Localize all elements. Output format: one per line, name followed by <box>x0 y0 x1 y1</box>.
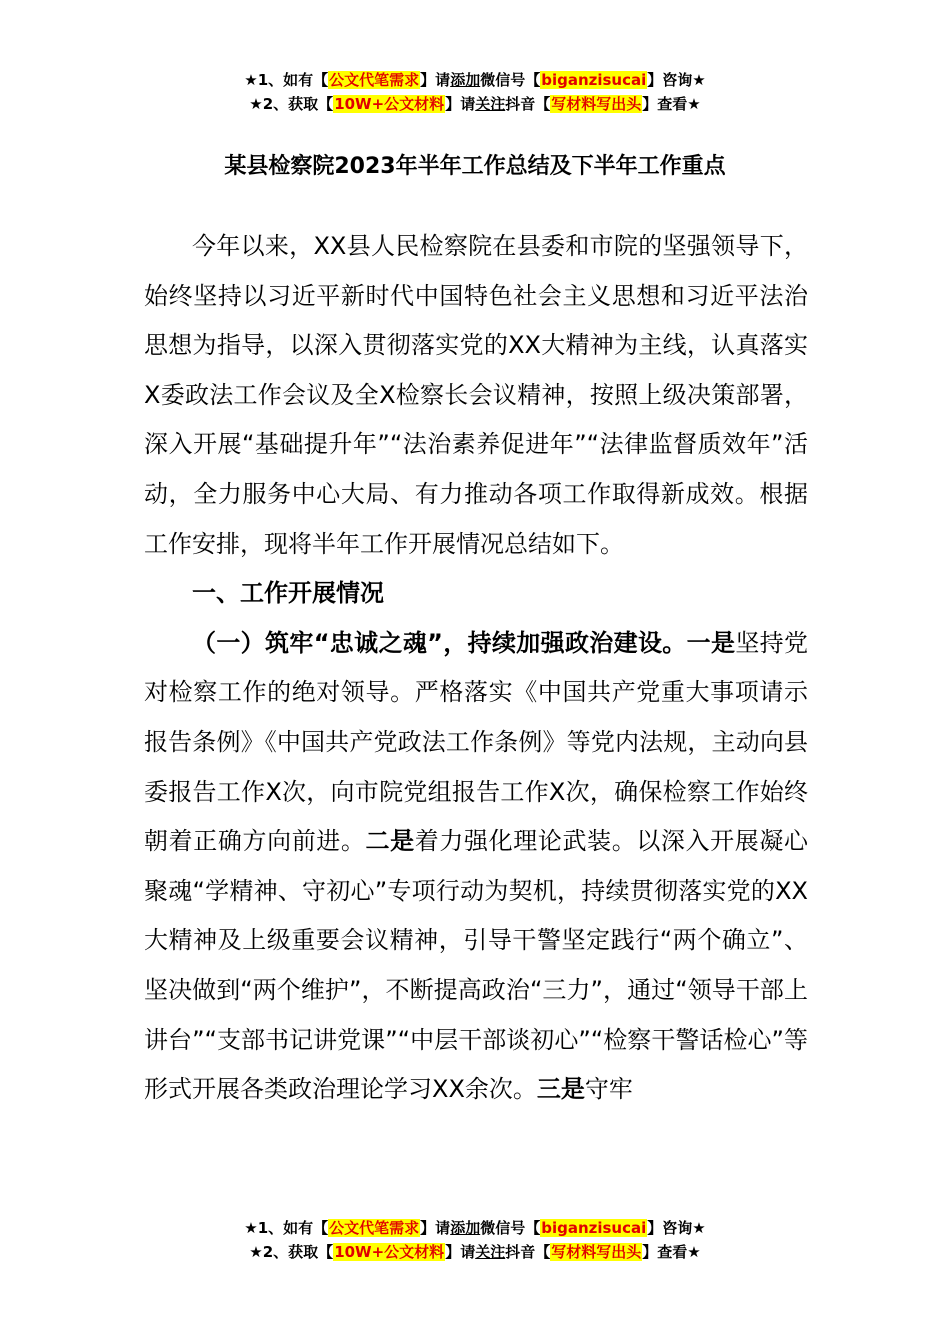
document-body <box>144 222 808 1115</box>
banner-text: ★1、如有【 <box>244 1219 329 1237</box>
top-banner <box>0 69 950 117</box>
banner-text: 抖音【 <box>505 95 551 113</box>
bottom-banner <box>0 1217 950 1265</box>
banner-text: 抖音【 <box>505 1243 551 1261</box>
highlight-service: 公文代笔需求 <box>329 71 420 89</box>
section-heading: 一、工作开展情况 <box>192 579 384 608</box>
point-text: 守牢 <box>584 1075 633 1104</box>
banner-text: 】查看★ <box>642 95 701 113</box>
banner-underlined: 添加 <box>450 1219 481 1237</box>
point-lead: 一是 <box>686 628 736 657</box>
highlight-service: 公文代笔需求 <box>329 1219 420 1237</box>
highlight-wechat-id: biganzisucai <box>541 1219 647 1237</box>
highlight-douyin: 写材料写出头 <box>551 95 642 113</box>
banner-text: ★2、获取【 <box>249 1243 334 1261</box>
banner-text: 】请 <box>420 1219 451 1237</box>
document-title: 某县检察院2023年半年工作总结及下半年工作重点 <box>224 154 726 179</box>
point-lead: 二是 <box>365 827 415 856</box>
banner-text: 微信号【 <box>480 1219 541 1237</box>
highlight-materials: 10W+公文材料 <box>334 1243 445 1261</box>
highlight-wechat-id: biganzisucai <box>541 71 647 89</box>
subsection-paragraph <box>144 619 808 1115</box>
banner-text: 】查看★ <box>642 1243 701 1261</box>
banner-line-2 <box>0 93 950 117</box>
banner-text: ★2、获取【 <box>249 95 334 113</box>
banner-text: 】咨询★ <box>647 1219 706 1237</box>
point-text: 坚持党对检察工作的绝对领导。严格落实《中国共产党重大事项请示报告条例》《中国共产党政法工作条例》等党内法规，主动向县委报告工作X次，向市院党组报告工作X次，确保检察工作始终朝着正确方向前进。 <box>144 628 809 856</box>
intro-paragraph: 今年以来，XX县人民检察院在县委和市院的坚强领导下，始终坚持以习近平新时代中国特色社会主义思想和习近平法治思想为指导，以深入贯彻落实党的XX大精神为主线，认真落实X委政法工作会议及全X检察长会议精神，按照上级决策部署，深入开展“基础提升年”“法治素养促进年”“法律监督质效年”活动，全力服务中心大局、有力推动各项工作取得新成效。根据工作安排，现将半年工作开展情况总结如下。 <box>144 232 808 558</box>
banner-line-1 <box>0 69 950 93</box>
banner-text: 微信号【 <box>480 71 541 89</box>
point-text: 着力强化理论武装。以深入开展凝心聚魂“学精神、守初心”专项行动为契机，持续贯彻落实党的XX大精神及上级重要会议精神，引导干警坚定践行“两个确立”、坚决做到“两个维护”，不断提高政治“三力”，通过“领导干部上讲台”“支部书记讲党课”“中层干部谈初心”“检察干警话检心”等形式开展各类政治理论学习XX余次。 <box>144 827 809 1104</box>
banner-text: 】请 <box>445 95 476 113</box>
highlight-materials: 10W+公文材料 <box>334 95 445 113</box>
point-lead: 三是 <box>536 1075 585 1104</box>
banner-line-2 <box>0 1241 950 1265</box>
banner-underlined: 关注 <box>475 95 506 113</box>
highlight-douyin: 写材料写出头 <box>551 1243 642 1261</box>
banner-text: 】请 <box>445 1243 476 1261</box>
banner-text: 】请 <box>420 71 451 89</box>
banner-underlined: 添加 <box>450 71 481 89</box>
banner-text: ★1、如有【 <box>244 71 329 89</box>
banner-underlined: 关注 <box>475 1243 506 1261</box>
subsection-heading: （一）筑牢“忠诚之魂”，持续加强政治建设。 <box>192 628 687 657</box>
banner-text: 】咨询★ <box>647 71 706 89</box>
banner-line-1 <box>0 1217 950 1241</box>
